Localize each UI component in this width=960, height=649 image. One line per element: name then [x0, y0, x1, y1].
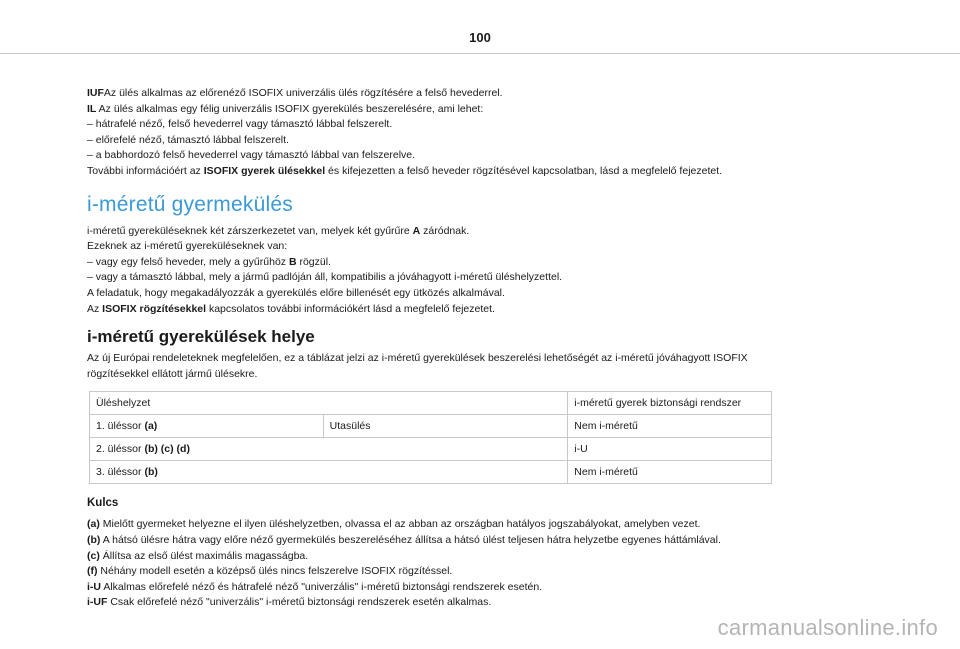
- key-note-text: Néhány modell esetén a középső ülés nincs felszerelve ISOFIX rögzítéssel.: [97, 565, 453, 578]
- key-note-key: (b): [87, 533, 101, 546]
- isize-line6-post: kapcsolatos további információkért lásd a megfelelő fejezetet.: [206, 302, 495, 315]
- list-item: – hátrafelé néző, felső hevederrel vagy támasztó lábbal felszerelt.: [87, 118, 393, 131]
- isize-line6-pre: Az: [87, 302, 103, 315]
- isize-line: A feladatuk, hogy megakadályozzák a gyerekülés előre billenését egy ütközés alkalmával.: [87, 286, 505, 299]
- key-note-key: (c): [87, 549, 100, 562]
- table-cell: Nem i-méretű: [568, 461, 772, 484]
- more-info-post: és kifejezetten a felső heveder rögzítésével kapcsolatban, lásd a megfelelő fejezetet.: [325, 164, 723, 177]
- isize-line1-pre: i-méretű gyereküléseknek két zárszerkezetet van, melyek két gyűrűre: [87, 224, 413, 237]
- il-text: Az ülés alkalmas egy félig univerzális ISOFIX gyerekülés beszerelésére, ami lehet:: [96, 102, 484, 115]
- key-note: [87, 580, 877, 596]
- key-note-text: A hátsó ülésre hátra vagy előre néző gyermekülés beszereléséhez állítsa a hátsó ülést teljesen hátra helyzetbe egyenes háttámlával.: [100, 533, 721, 546]
- isize-line: [87, 302, 877, 318]
- table-cell: [90, 415, 324, 438]
- key-note: [87, 533, 877, 549]
- table-cell: Nem i-méretű: [568, 415, 772, 438]
- locations-text: rögzítésekkel ellátott jármű ülésekre.: [87, 367, 258, 380]
- row-note-ref: (a): [144, 420, 158, 433]
- il-note: [87, 102, 877, 118]
- isofix-ref: ISOFIX rögzítésekkel: [102, 302, 207, 315]
- isize-line: [87, 255, 877, 271]
- key-note-text: Állítsa az első ülést maximális magasságba.: [99, 549, 309, 562]
- isize-line: – vagy a támasztó lábbal, mely a jármű padlóján áll, kompatibilis a jóváhagyott i-méretű üléshelyzettel.: [87, 271, 563, 284]
- isize-line3-pre: – vagy egy felső heveder, mely a gyűrűhöz: [87, 255, 289, 268]
- iuf-text: Az ülés alkalmas az előrenéző ISOFIX univerzális ülés rögzítésére a felső hevederrel.: [103, 87, 503, 99]
- table-cell: Utasülés: [323, 415, 568, 438]
- key-note-text: Alkalmas előrefelé néző és hátrafelé néző "univerzális" i-méretű biztonsági rendszerek esetén.: [101, 580, 543, 593]
- table-cell: [90, 438, 568, 461]
- isize-line: [87, 224, 877, 240]
- list-item: – a babhordozó felső hevederrel vagy támasztó lábbal van felszerelve.: [87, 149, 416, 162]
- key-note-key: i-UF: [87, 596, 108, 609]
- key-note: [87, 595, 877, 611]
- section-title-isize: i-méretű gyermekülés: [87, 192, 293, 216]
- table-cell: [90, 461, 568, 484]
- key-note-key: (f): [87, 565, 98, 578]
- more-info-ref: ISOFIX gyerek ülésekkel: [203, 164, 326, 177]
- table-header-cell: i-méretű gyerek biztonsági rendszer: [568, 392, 772, 415]
- list-item: – előrefelé néző, támasztó lábbal felszerelt.: [87, 133, 289, 146]
- table-row: [90, 415, 772, 438]
- key-note-text: Mielőtt gyermeket helyezne el ilyen üléshelyzetben, olvassa el az abban az országban hatályos jogszabályokat, amelyben vezet.: [99, 518, 701, 531]
- key-note: [87, 517, 877, 533]
- ring-b-label: B: [288, 255, 297, 268]
- key-note-key: i-U: [87, 580, 101, 593]
- more-info-pre: További információért az: [87, 164, 204, 177]
- key-note: [87, 549, 877, 565]
- ring-a-label: A: [412, 224, 421, 237]
- isize-line1-post: záródnak.: [420, 224, 470, 237]
- isize-line3-post: rögzül.: [296, 255, 331, 268]
- row-label: 3. üléssor: [96, 466, 145, 479]
- iuf-key: IUF: [87, 87, 104, 99]
- key-note-key: (a): [87, 518, 100, 531]
- key-note-text: Csak előrefelé néző "univerzális" i-méretű biztonsági rendszerek esetén alkalmas.: [107, 596, 492, 609]
- locations-text: Az új Európai rendeleteknek megfelelően, ez a táblázat jelzi az i-méretű gyerekülések beszerelési lehetőségét az i-méretű jóváhagyott ISOFIX: [87, 352, 748, 365]
- seat-position-table: [89, 391, 772, 484]
- row-note-ref: (b) (c) (d): [144, 443, 190, 456]
- table-cell: i-U: [568, 438, 772, 461]
- table-header-cell: Üléshelyzet: [90, 392, 568, 415]
- watermark: carmanualsonline.info: [717, 615, 938, 640]
- page-content: [87, 86, 877, 611]
- row-label: 1. üléssor: [96, 420, 145, 433]
- il-key: IL: [87, 102, 97, 115]
- iuf-note: [87, 86, 877, 102]
- table-header-row: [90, 392, 772, 415]
- page-number: 100: [469, 30, 491, 45]
- table-row: [90, 438, 772, 461]
- more-info: [87, 164, 877, 180]
- row-label: 2. üléssor: [96, 443, 145, 456]
- key-title: Kulcs: [87, 497, 119, 510]
- section-title-locations: i-méretű gyerekülések helye: [87, 327, 315, 347]
- header-divider: [0, 53, 960, 54]
- isize-line: Ezeknek az i-méretű gyereküléseknek van:: [87, 240, 288, 253]
- key-note: [87, 564, 877, 580]
- row-note-ref: (b): [144, 466, 158, 479]
- table-row: [90, 461, 772, 484]
